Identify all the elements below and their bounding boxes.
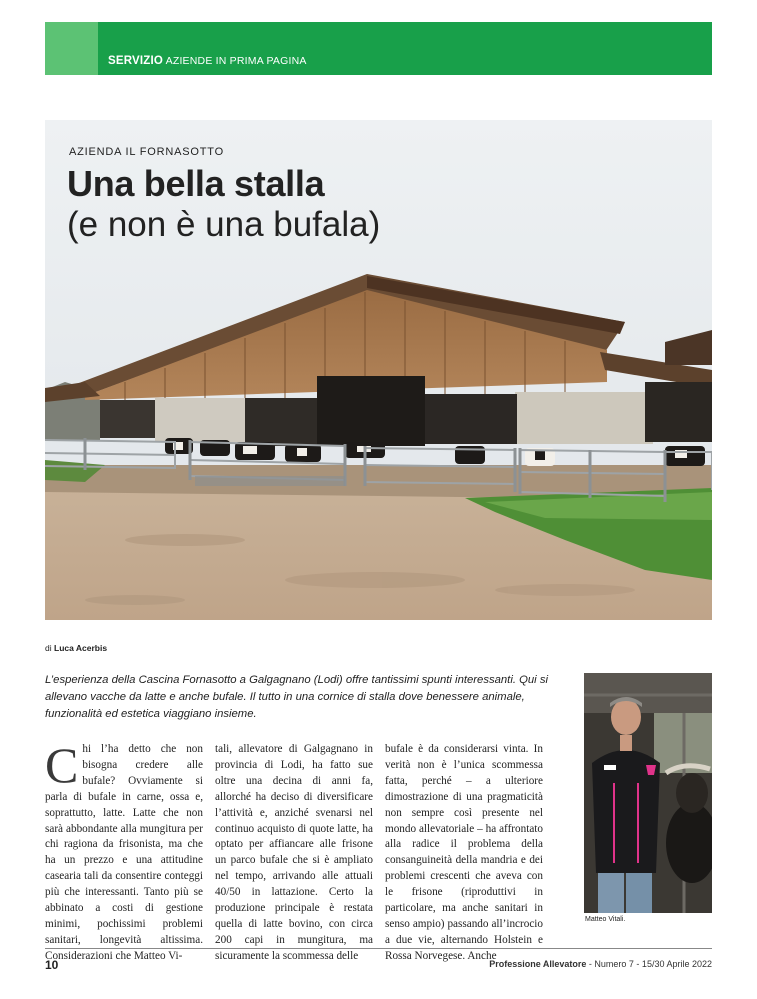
section-label	[108, 55, 307, 67]
body-column-2	[215, 742, 373, 965]
footer-rule	[45, 948, 712, 949]
body-column-3	[385, 742, 543, 965]
footer-publication	[489, 959, 712, 969]
body-text-2: tali, allevatore di Galgagnano in provincia di Lodi, ha fatto sue oltre una decina di anni fa, allorché ha deciso di diversificare l’attività e, anziché svenarsi nel continuo acquisto di quote latte, ha optato per affiancare alle frisone un parco bufale che si è ampliato nel tempo, arrivando alle attuali 40/50 in lattazione. Certo la produzione principale è restata quella di latte bovino, con circa 200 capi in mungitura, ma sicuramente la scommessa delle	[215, 743, 373, 962]
portrait-photo	[584, 673, 712, 913]
issue-info: - Numero 7 - 15/30 Aprile 2022	[586, 959, 712, 969]
section-tab-square	[45, 22, 98, 75]
photo-caption: Matteo Vitali.	[585, 916, 626, 923]
article-lead: L’esperienza della Cascina Fornasotto a Galgagnano (Lodi) offre tantissimi spunti interessanti. Qui si allevano vacche da latte e anche bufale. Il tutto in una cornice di stalla dove benessere animale, funzionalità ed estetica viaggiano insieme.	[45, 674, 548, 720]
author-name: Luca Acerbis	[54, 643, 108, 653]
section-header-band	[45, 22, 712, 75]
article-title: Una bella stalla	[67, 163, 325, 204]
byline-prefix: di	[45, 643, 52, 653]
body-text-3: bufale è da considerarsi vinta. In verità non è l’unica scommessa fatta, perché – a ulteriore dimostrazione di una pragmaticità non sempre così presente nel mondo allevatoriale – ha affrontato alla radice il problema della consanguineità della mandria e dei problemi crescenti che aveva con le frisone (riproduttivi in particolare, ma anche sanitari in senso ampio) passando all’incrocio a due vie, alternando Holstein e Rossa Norvegese. Anche	[385, 743, 543, 962]
magazine-name: Professione Allevatore	[489, 959, 587, 969]
article-title-subline: (e non è una bufala)	[67, 205, 381, 244]
section-name: SERVIZIO	[108, 55, 164, 67]
page-number: 10	[45, 958, 59, 972]
body-column-1	[45, 737, 203, 965]
subsection-name: AZIENDE IN PRIMA PAGINA	[165, 55, 307, 67]
article-kicker: AZIENDA IL FORNASOTTO	[69, 146, 224, 158]
byline	[45, 643, 107, 653]
drop-cap: C	[45, 737, 79, 793]
body-text-1: hi l’ha detto che non bisogna credere alle bufale? Ovviamente si parla di bufale in carne, ossa e, soprattutto, latte. Latte che non sarà abbondante alla mungitura per chi ragiona da frisonista, ma che ha un prezzo e una attitudine casearia tali da consentire conteggi più che interessanti. Tanto più se abbinato a costi di gestione minimi, pochissimi problemi sanitari, longevità altissima. Considerazioni che Matteo Vi-	[45, 743, 203, 962]
